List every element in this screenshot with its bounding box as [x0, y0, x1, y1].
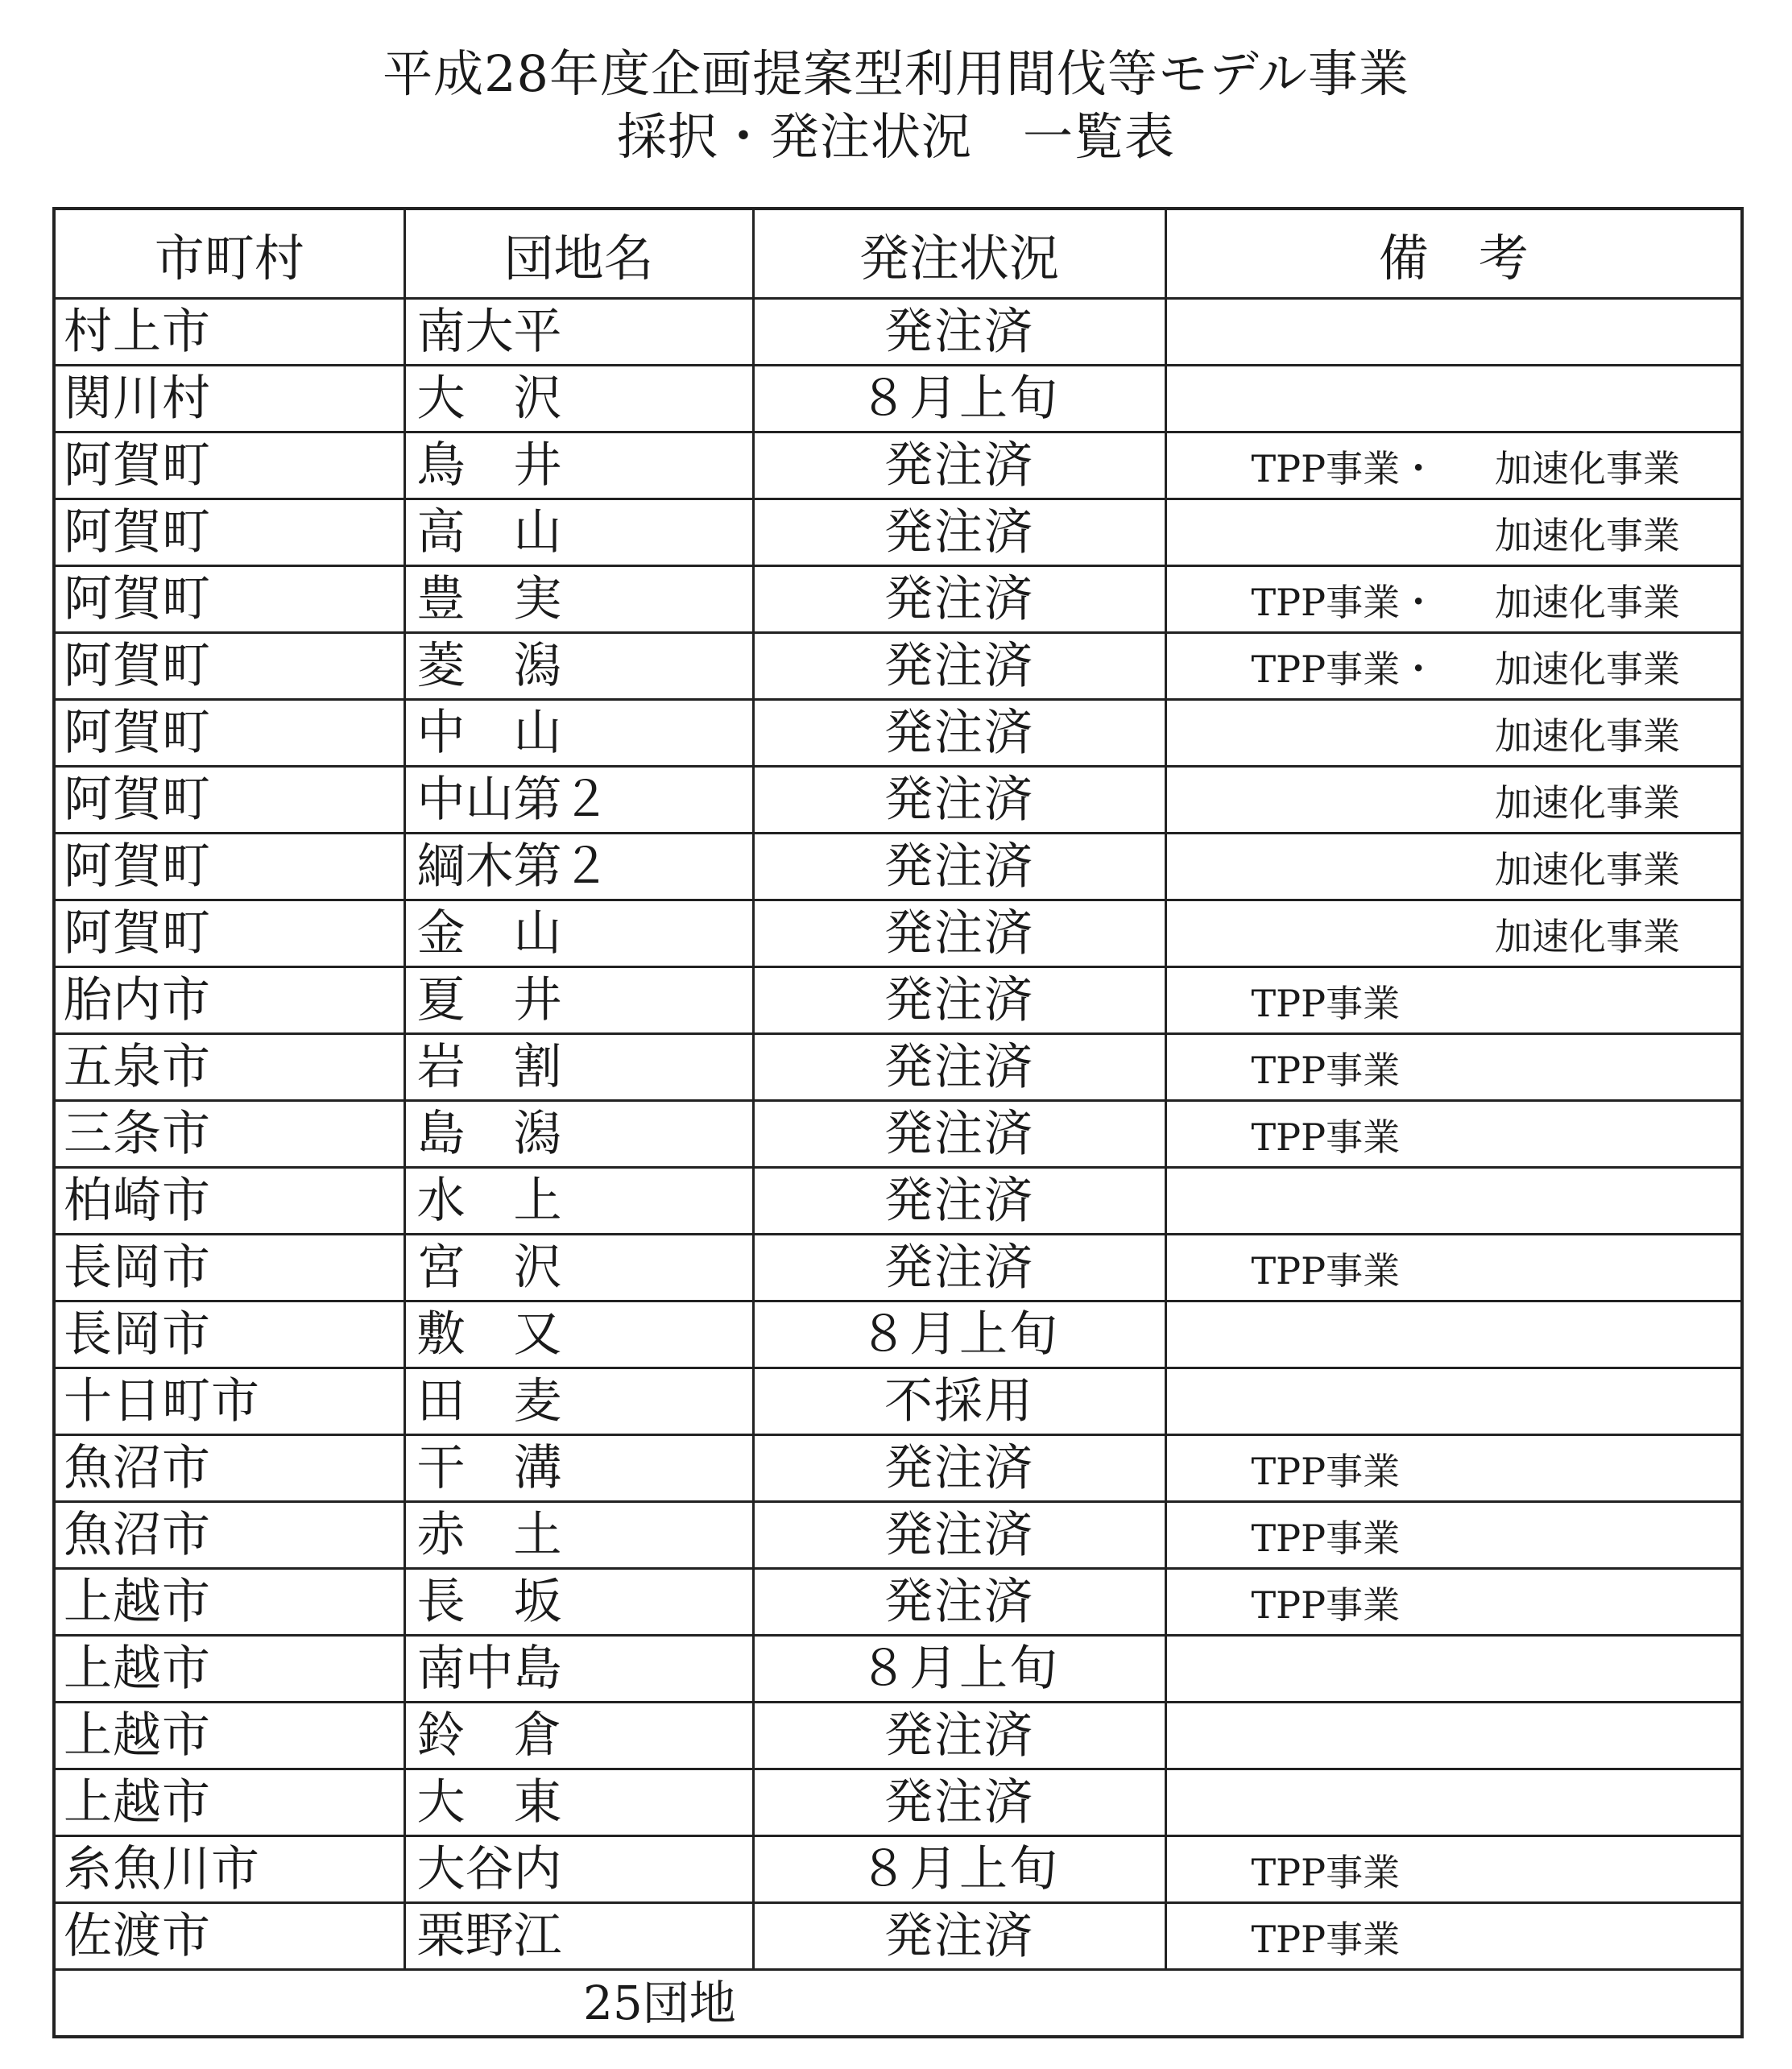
table-row	[54, 499, 1742, 566]
remark-tpp: TPP事業	[1251, 1851, 1401, 1894]
city-cell: 阿賀町	[54, 432, 404, 499]
table-row	[54, 1435, 1742, 1502]
total-row	[54, 1970, 1742, 2038]
area-cell: 夏 井	[404, 967, 753, 1034]
status-cell: ８月上旬	[753, 366, 1165, 432]
status-cell: 不採用	[753, 1368, 1165, 1435]
area-cell: 豊 実	[404, 566, 753, 633]
remark-tpp: TPP事業	[1251, 1583, 1401, 1627]
table-row	[54, 700, 1742, 767]
remark-tpp: TPP事業	[1251, 1918, 1401, 1961]
city-cell: 長岡市	[54, 1301, 404, 1368]
city-cell: 五泉市	[54, 1034, 404, 1101]
remark-tpp: TPP事業	[1251, 1049, 1401, 1092]
city-cell: 村上市	[54, 299, 404, 366]
city-cell: 阿賀町	[54, 633, 404, 700]
remark-accel: 加速化事業	[1495, 915, 1680, 958]
area-cell: 南大平	[404, 299, 753, 366]
city-cell: 上越市	[54, 1703, 404, 1769]
area-cell: 宮 沢	[404, 1235, 753, 1301]
table-row	[54, 1368, 1742, 1435]
status-cell: 発注済	[753, 1034, 1165, 1101]
area-cell: 栗野江	[404, 1903, 753, 1970]
header-city: 市町村	[54, 209, 404, 299]
area-cell: 干 溝	[404, 1435, 753, 1502]
remarks-cell	[1165, 967, 1742, 1034]
remark-tpp: TPP事業	[1251, 982, 1401, 1025]
remark-tpp: TPP事業・	[1251, 648, 1438, 691]
area-cell: 南中島	[404, 1636, 753, 1703]
status-cell: 発注済	[753, 1168, 1165, 1235]
remarks-cell	[1165, 1301, 1742, 1368]
status-cell: 発注済	[753, 1101, 1165, 1168]
status-cell: 発注済	[753, 633, 1165, 700]
city-cell: 阿賀町	[54, 767, 404, 834]
status-cell: ８月上旬	[753, 1301, 1165, 1368]
area-cell: 敷 又	[404, 1301, 753, 1368]
area-cell: 大 沢	[404, 366, 753, 432]
status-cell: 発注済	[753, 834, 1165, 900]
table-row	[54, 633, 1742, 700]
area-cell: 綱木第２	[404, 834, 753, 900]
area-cell: 田 麦	[404, 1368, 753, 1435]
header-status: 発注状況	[753, 209, 1165, 299]
area-cell: 菱 潟	[404, 633, 753, 700]
status-cell: 発注済	[753, 1903, 1165, 1970]
table-row	[54, 1235, 1742, 1301]
remark-accel: 加速化事業	[1495, 514, 1680, 557]
table-row	[54, 1569, 1742, 1636]
table-row	[54, 1101, 1742, 1168]
remarks-cell	[1165, 1903, 1742, 1970]
table-row	[54, 967, 1742, 1034]
status-cell: 発注済	[753, 299, 1165, 366]
remarks-cell	[1165, 366, 1742, 432]
remarks-cell	[1165, 1435, 1742, 1502]
city-cell: 魚沼市	[54, 1435, 404, 1502]
remarks-cell	[1165, 1235, 1742, 1301]
city-cell: 阿賀町	[54, 834, 404, 900]
remarks-cell	[1165, 1168, 1742, 1235]
remarks-cell	[1165, 1636, 1742, 1703]
remark-accel: 加速化事業	[1495, 781, 1680, 825]
remarks-cell	[1165, 1769, 1742, 1836]
status-cell: 発注済	[753, 700, 1165, 767]
area-cell: 鈴 倉	[404, 1703, 753, 1769]
remarks-cell	[1165, 1836, 1742, 1903]
table-row	[54, 767, 1742, 834]
table-row	[54, 834, 1742, 900]
status-cell: 発注済	[753, 1569, 1165, 1636]
city-cell: 糸魚川市	[54, 1836, 404, 1903]
area-cell: 高 山	[404, 499, 753, 566]
remarks-cell	[1165, 432, 1742, 499]
total-count: 25団地	[583, 1976, 736, 2030]
remarks-cell	[1165, 767, 1742, 834]
remark-accel: 加速化事業	[1495, 447, 1680, 490]
remarks-cell	[1165, 633, 1742, 700]
city-cell: 三条市	[54, 1101, 404, 1168]
table-row	[54, 432, 1742, 499]
remarks-cell	[1165, 1101, 1742, 1168]
area-cell: 大 東	[404, 1769, 753, 1836]
city-cell: 十日町市	[54, 1368, 404, 1435]
header-row	[54, 209, 1742, 299]
table-row	[54, 1034, 1742, 1101]
remarks-cell	[1165, 1034, 1742, 1101]
remark-tpp: TPP事業	[1251, 1249, 1401, 1293]
table-row	[54, 1836, 1742, 1903]
status-cell: 発注済	[753, 1235, 1165, 1301]
status-table	[52, 207, 1744, 2038]
remark-tpp: TPP事業・	[1251, 447, 1438, 490]
header-area: 団地名	[404, 209, 753, 299]
remarks-cell	[1165, 566, 1742, 633]
status-cell: 発注済	[753, 1769, 1165, 1836]
city-cell: 長岡市	[54, 1235, 404, 1301]
table-row	[54, 566, 1742, 633]
header-remarks: 備 考	[1165, 209, 1742, 299]
remarks-cell	[1165, 1569, 1742, 1636]
remark-tpp: TPP事業	[1251, 1450, 1401, 1493]
remark-tpp: TPP事業・	[1251, 581, 1438, 624]
city-cell: 阿賀町	[54, 900, 404, 967]
remarks-cell	[1165, 900, 1742, 967]
table-row	[54, 1168, 1742, 1235]
status-cell: ８月上旬	[753, 1636, 1165, 1703]
remark-accel: 加速化事業	[1495, 648, 1680, 691]
city-cell: 佐渡市	[54, 1903, 404, 1970]
status-cell: 発注済	[753, 900, 1165, 967]
city-cell: 阿賀町	[54, 499, 404, 566]
area-cell: 島 潟	[404, 1101, 753, 1168]
table-row	[54, 1769, 1742, 1836]
city-cell: 関川村	[54, 366, 404, 432]
document-title: 平成28年度企画提案型利用間伐等モデル事業	[383, 44, 1409, 103]
status-cell: 発注済	[753, 1435, 1165, 1502]
area-cell: 鳥 井	[404, 432, 753, 499]
remark-tpp: TPP事業	[1251, 1115, 1401, 1159]
remark-accel: 加速化事業	[1495, 848, 1680, 892]
remarks-cell	[1165, 700, 1742, 767]
city-cell: 阿賀町	[54, 700, 404, 767]
area-cell: 赤 土	[404, 1502, 753, 1569]
status-cell: 発注済	[753, 566, 1165, 633]
city-cell: 柏崎市	[54, 1168, 404, 1235]
status-cell: 発注済	[753, 499, 1165, 566]
city-cell: 上越市	[54, 1569, 404, 1636]
status-cell: 発注済	[753, 967, 1165, 1034]
document-subtitle: 採択・発注状況 一覧表	[616, 107, 1175, 166]
table-row	[54, 1636, 1742, 1703]
remarks-cell	[1165, 1703, 1742, 1769]
status-cell: 発注済	[753, 432, 1165, 499]
city-cell: 上越市	[54, 1636, 404, 1703]
city-cell: 魚沼市	[54, 1502, 404, 1569]
area-cell: 大谷内	[404, 1836, 753, 1903]
total-cell	[54, 1970, 1742, 2038]
city-cell: 阿賀町	[54, 566, 404, 633]
area-cell: 水 上	[404, 1168, 753, 1235]
remarks-cell	[1165, 1502, 1742, 1569]
area-cell: 中 山	[404, 700, 753, 767]
area-cell: 長 坂	[404, 1569, 753, 1636]
area-cell: 金 山	[404, 900, 753, 967]
status-cell: 発注済	[753, 1703, 1165, 1769]
table-row	[54, 299, 1742, 366]
area-cell: 中山第２	[404, 767, 753, 834]
remarks-cell	[1165, 299, 1742, 366]
table-row	[54, 900, 1742, 967]
remark-tpp: TPP事業	[1251, 1517, 1401, 1560]
table-row	[54, 1703, 1742, 1769]
remarks-cell	[1165, 834, 1742, 900]
remarks-cell	[1165, 499, 1742, 566]
remarks-cell	[1165, 1368, 1742, 1435]
status-cell: 発注済	[753, 1502, 1165, 1569]
city-cell: 胎内市	[54, 967, 404, 1034]
table-row	[54, 1903, 1742, 1970]
table-row	[54, 1301, 1742, 1368]
remark-accel: 加速化事業	[1495, 581, 1680, 624]
status-cell: ８月上旬	[753, 1836, 1165, 1903]
city-cell: 上越市	[54, 1769, 404, 1836]
status-cell: 発注済	[753, 767, 1165, 834]
table-row	[54, 366, 1742, 432]
area-cell: 岩 割	[404, 1034, 753, 1101]
table-row	[54, 1502, 1742, 1569]
remark-accel: 加速化事業	[1495, 714, 1680, 758]
